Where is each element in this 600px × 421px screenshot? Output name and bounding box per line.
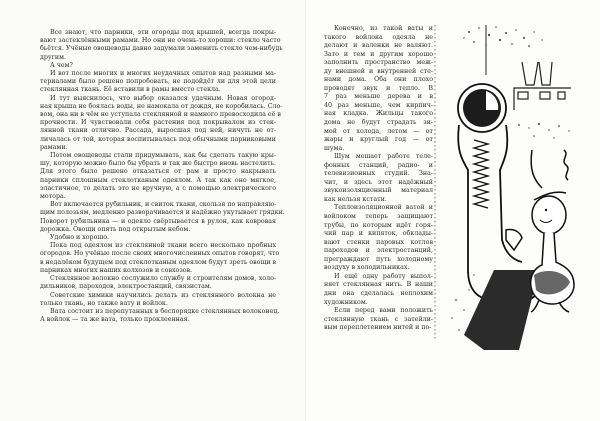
paragraph [40, 275, 276, 291]
shadow [464, 270, 539, 350]
paragraph [40, 242, 280, 275]
text-line: Теплоизоляционной ватой и [334, 204, 433, 212]
text-line: Удобно и хорошо. [50, 234, 110, 242]
paragraph [40, 307, 280, 324]
right-page [305, 0, 600, 421]
text-line: Поворот рубильника — и одеяло свёртывается в рулон, как ковровая [40, 217, 276, 225]
text-line: няет стеклянная нить. В наши [324, 281, 433, 289]
text-line: другим. [40, 53, 67, 61]
text-line: Зато и тем и другим хорошо [324, 50, 433, 58]
text-line: Конечно, из такой ваты и [334, 25, 433, 32]
text-line: вом, она ни в чём не уступала стеклянной и намного превосходила её в [40, 111, 281, 119]
text-line: шума. [324, 144, 345, 152]
text-line: 7 раз меньше дерева и в [324, 93, 433, 101]
character-eye [545, 209, 547, 211]
text-line: чий пар и кипяток, обклады- [324, 230, 433, 238]
text-line: стеклянную ткань с затейли- [324, 315, 433, 323]
right-page-text [324, 25, 433, 333]
text-line: как нельзя кстати. [324, 195, 387, 203]
text-line: заполнить пространство меж- [324, 59, 433, 67]
text-line: нами дома. Оба они плохо [324, 76, 433, 84]
paragraph [40, 94, 283, 152]
text-line: в недалёком будущем под стеклотканым одеялом будут зреть овощи в [40, 258, 277, 266]
paragraph [40, 29, 283, 62]
text-line: фонных станций, радио- и [324, 161, 433, 169]
paragraph [324, 307, 433, 333]
text-line: дома не будут страдать зи- [324, 119, 433, 127]
text-line: вают застеклёнными рамами. Но они не очень-то хороши: стекло часто [40, 37, 281, 45]
text-line: И вот после многих и многих неудачных опытов над разными ма- [50, 70, 276, 78]
text-line: проводят звук и тепло. В [324, 84, 433, 92]
text-line: парники сплошным стеклотканым одеялом. А так как оно мягкое, [40, 176, 276, 184]
text-line: мотора. [40, 193, 66, 201]
text-line: Если перед вами положить [334, 307, 433, 315]
paragraph [324, 25, 433, 153]
text-line: ная кладка. Жильцы такого [324, 110, 433, 118]
text-line: Пока под одеялом из стеклянной ткани всего несколько пробных [50, 242, 276, 250]
text-line: личалась от той, которая воспитывалась под обычными парниковыми [40, 135, 276, 143]
text-line: Вот включается рубильник, и свиток ткани, скользя по направляю- [50, 201, 277, 209]
text-line: преграждают путь холодному [324, 255, 433, 263]
text-line: огородов. Но учёные после своих многочисленных опытов говорят, что [40, 250, 280, 258]
paragraph [40, 292, 276, 308]
text-line: стеклянная ткань. Её вставили в рамы вместо стекла. [40, 86, 221, 94]
paragraph [40, 62, 276, 70]
text-line: чит, и здесь этот надёжный [324, 178, 433, 186]
text-line: вают стенки паровых котлов [324, 238, 433, 246]
text-line: Потом овощеводы стали придумывать, как бы сделать такую кры- [50, 152, 276, 160]
text-line: эластичное, то делать это не вручную, а с помощью электрического [40, 184, 276, 192]
text-line: дорожка. Овощи опять под открытым небом. [40, 225, 191, 233]
text-line: щим полозьям, медленно разворачивается и надёжно укутывает грядки. [40, 209, 285, 217]
text-line: бьётся. Учёные овощеводы давно задумали заменить стекло чем-нибудь [40, 45, 283, 53]
illustration-glass-stocking-and-flask [434, 0, 600, 421]
text-line: рамами. [40, 143, 68, 151]
text-line: И ещё одну работу выпол- [334, 272, 433, 280]
text-line: жары и круглый год — от [324, 136, 433, 144]
text-line: А чем? [50, 61, 73, 69]
text-line: делают и валенки не валяют. [324, 42, 433, 50]
text-line: мой от холода, летом — от [324, 127, 433, 135]
text-line: Шум мешает работе теле- [334, 153, 433, 161]
text-line: ная крыша не боялась воды, не намокала от дождя, не коробилась. Сло- [40, 102, 283, 110]
left-page-text [40, 29, 285, 324]
text-line: А войлок — та же вата, только проклеенная. [40, 316, 190, 324]
text-line: Для этого было решено отказаться от рам и просто накрывать [40, 168, 276, 176]
text-line: териалами было решено попробовать, не подойдёт ли для этой цели [40, 78, 276, 86]
paragraph [324, 204, 433, 272]
text-line: трубы, по которым идёт горя- [324, 221, 433, 229]
paragraph [324, 273, 433, 307]
paragraph [324, 153, 433, 204]
text-line: Стеклянное волокно сослужило службу и строителям домов, холо- [50, 275, 276, 283]
text-line: только ткань, но также вату и войлок. [40, 299, 168, 307]
paragraph [40, 70, 276, 95]
paragraph [40, 234, 276, 242]
text-line: Советские химики научились делать из стеклянного волокна не [50, 291, 276, 299]
text-line: И тут выяснилось, что выбор оказался удачным. Новая огород- [50, 94, 276, 102]
text-line: пароходов и электростанций, [324, 247, 433, 255]
paragraph [40, 201, 285, 234]
text-line: шу, которую можно было бы убрать и так же быстро вновь настелить. [40, 160, 276, 168]
text-line: воздуху в холодильниках. [324, 264, 410, 272]
text-line: художником. [324, 298, 368, 306]
text-line: войлоком теперь защищают [324, 213, 433, 221]
text-line: ду внешней и внутренней сте- [324, 67, 433, 75]
text-line: прочности. И чувствовали себя растения под покрывалом из стек- [40, 119, 276, 127]
paragraph [40, 152, 276, 201]
factory [514, 62, 571, 110]
text-line: Все знают, что парники, эти огороды под крышей, всегда покры- [50, 29, 276, 36]
text-line: вым переплетением нитей и по- [324, 324, 432, 332]
text-line: Вата состоит из перепутанных в беспорядке стеклянных волоконец. [50, 307, 280, 315]
text-line: такого войлока одеяла не [324, 33, 433, 41]
text-line: дни она сделалась неплохим [324, 289, 433, 297]
text-line: дильников, пароходов, электростанций, связистам. [40, 283, 212, 291]
text-line: телевизионных студий. Зна- [324, 170, 433, 178]
text-line: 40 раз меньше, чем кирпич- [324, 101, 433, 109]
text-line: парниках многих наших колхозов и совхозов. [40, 266, 193, 274]
text-line: лянной ткани отлично. Рассада, выросшая под ней, ничуть не от- [40, 127, 276, 135]
text-line: звукоизоляционный материал [324, 187, 433, 195]
